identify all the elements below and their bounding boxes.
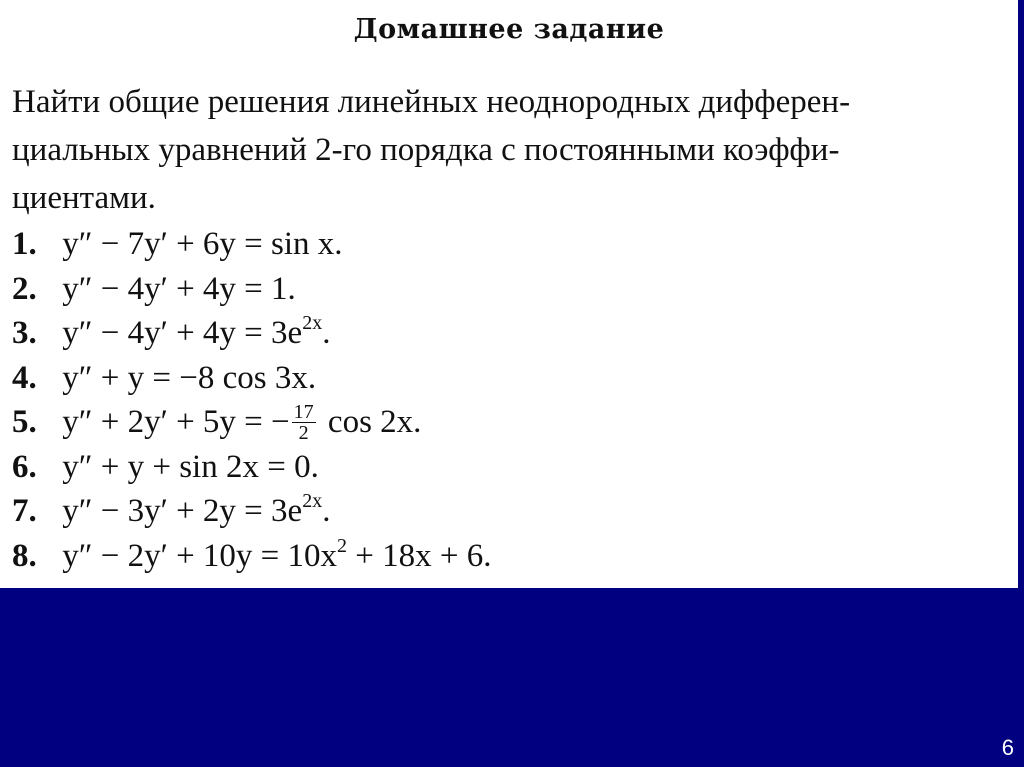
- task-item: [12, 534, 492, 579]
- task-number: 1.: [12, 226, 37, 262]
- fraction: [292, 402, 316, 443]
- task-equation: y″ + y + sin 2x = 0.: [62, 448, 319, 485]
- intro-line: Найти общие решения линейных неоднородных дифферен-: [12, 84, 851, 120]
- fraction-numerator: 17: [293, 400, 314, 423]
- equation-end: cos 2x.: [319, 404, 422, 440]
- intro-line: циальных уравнений 2-го порядка с постоянными коэффи-: [12, 132, 840, 168]
- task-item: [12, 445, 492, 490]
- equation-lhs: y″ − 3y′ + 2y = 3e: [62, 493, 303, 529]
- task-list: [12, 222, 492, 578]
- task-equation: [62, 534, 492, 574]
- equation-lhs: y″ − 2y′ + 10y = 10x: [62, 537, 338, 574]
- task-item: [12, 311, 492, 356]
- task-number: 8.: [12, 537, 37, 574]
- equation-exponent: 2x: [302, 490, 323, 512]
- task-number: 7.: [12, 493, 37, 529]
- fraction-denominator: 2: [298, 421, 309, 444]
- task-equation: [62, 490, 331, 529]
- equation-lhs: y″ + 2y′ + 5y = −: [62, 404, 290, 440]
- task-item: [12, 267, 492, 312]
- task-equation: [62, 400, 422, 444]
- equation-lhs: y″ − 4y′ + 4y = 3e: [62, 315, 303, 351]
- equation-end: .: [322, 493, 331, 529]
- task-equation: y″ − 7y′ + 6y = sin x.: [62, 226, 343, 262]
- task-item: [12, 400, 492, 445]
- task-equation: [62, 312, 331, 351]
- equation-exponent: 2: [337, 534, 348, 557]
- task-equation: y″ + y = −8 cos 3x.: [62, 359, 317, 396]
- task-number: 3.: [12, 315, 37, 351]
- task-item: [12, 356, 492, 401]
- equation-end: + 18x + 6.: [347, 537, 492, 574]
- task-number: 6.: [12, 448, 37, 485]
- task-number: 4.: [12, 359, 37, 396]
- task-item: [12, 222, 492, 267]
- task-equation: y″ − 4y′ + 4y = 1.: [62, 270, 296, 307]
- equation-exponent: 2x: [302, 312, 323, 334]
- task-item: [12, 489, 492, 534]
- task-number: 2.: [12, 270, 37, 307]
- equation-end: .: [322, 315, 331, 351]
- task-description: [12, 78, 1012, 222]
- task-number: 5.: [12, 404, 37, 440]
- page-number: 6: [1001, 735, 1014, 760]
- intro-line: циентами.: [12, 180, 156, 216]
- slide-title: Домашнее задание: [353, 14, 665, 45]
